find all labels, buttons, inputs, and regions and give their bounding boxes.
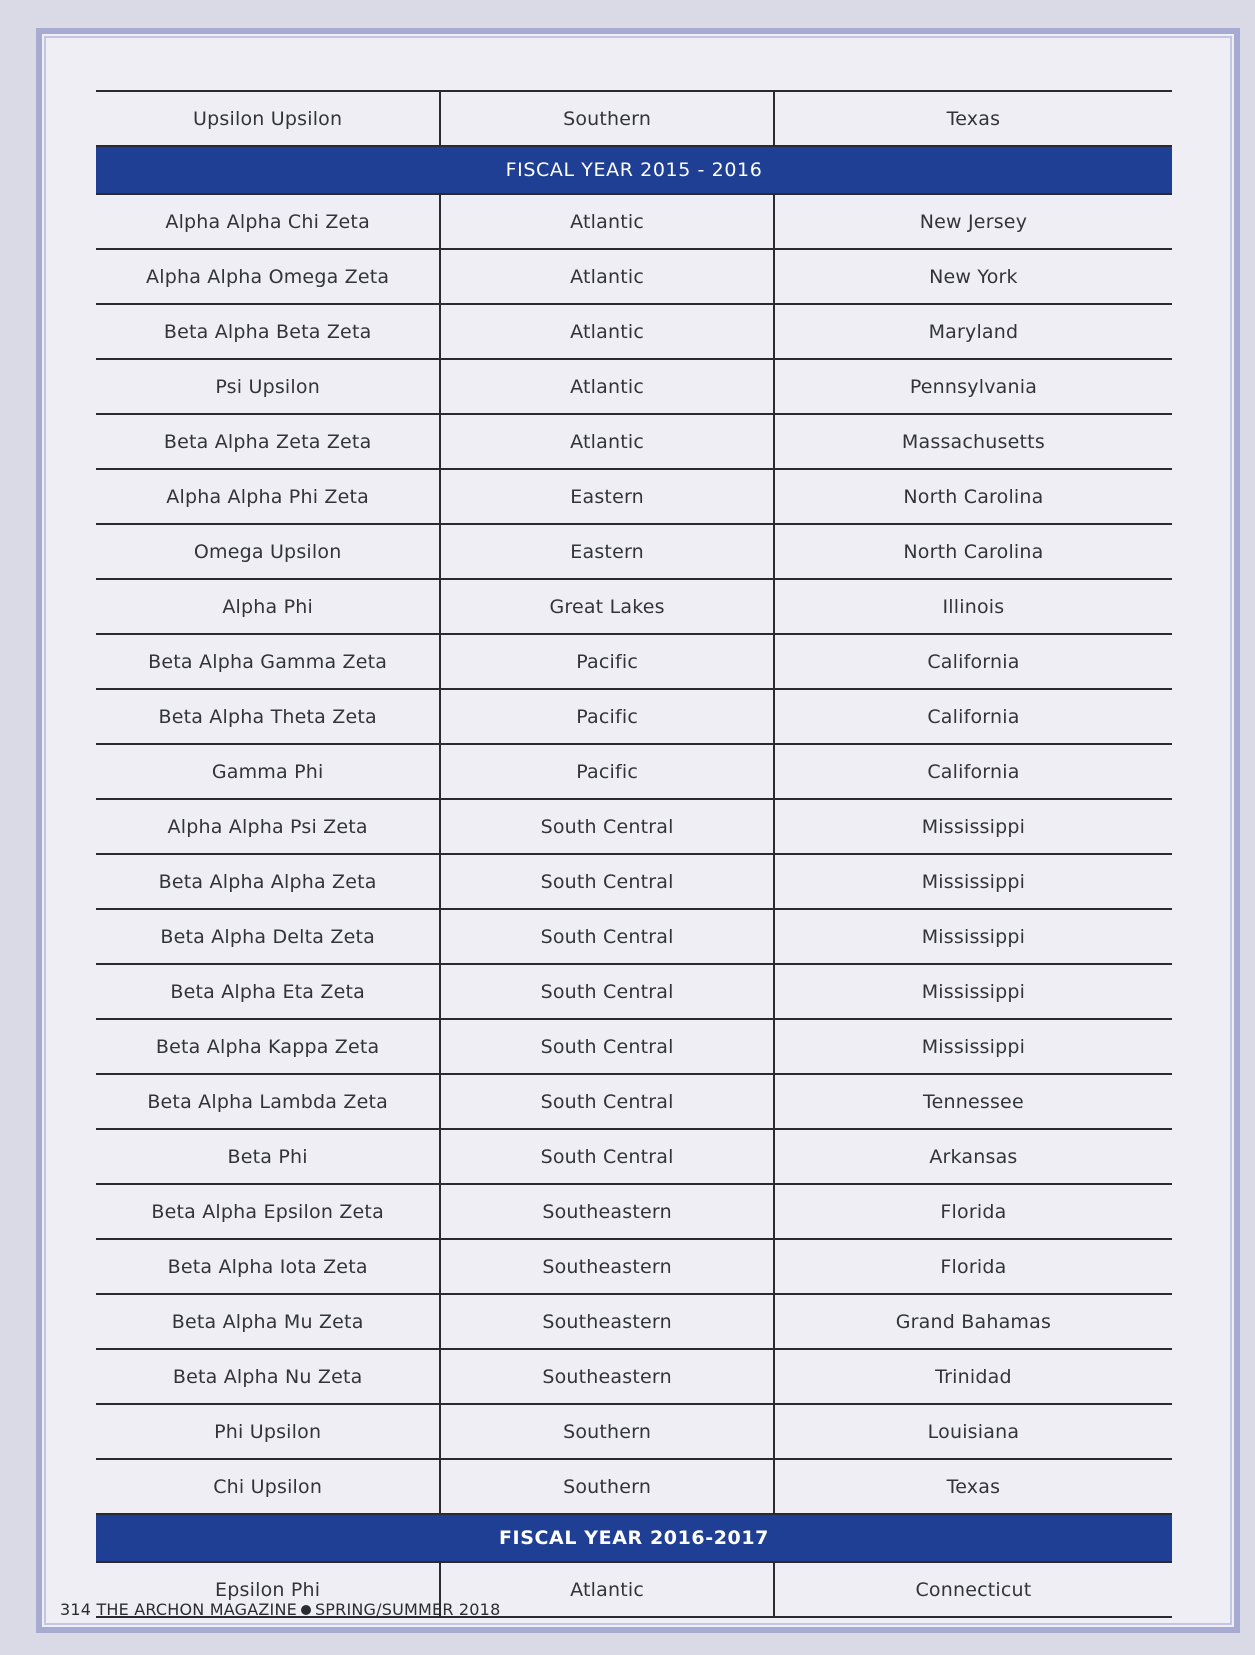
- table-row: [96, 964, 1172, 1019]
- chapter-name-cell: Chi Upsilon: [96, 1459, 440, 1514]
- chapter-name-cell: Beta Alpha Kappa Zeta: [96, 1019, 440, 1074]
- region-cell: South Central: [440, 964, 774, 1019]
- region-cell: Southeastern: [440, 1349, 774, 1404]
- state-cell: Connecticut: [774, 1562, 1172, 1617]
- state-cell: New York: [774, 249, 1172, 304]
- table-row: [96, 249, 1172, 304]
- magazine-title: THE ARCHON MAGAZINE: [96, 1600, 297, 1619]
- chapter-name-cell: Beta Alpha Theta Zeta: [96, 689, 440, 744]
- table-row: [96, 634, 1172, 689]
- chapter-name-cell: Beta Alpha Gamma Zeta: [96, 634, 440, 689]
- chapter-name-cell: Alpha Alpha Psi Zeta: [96, 799, 440, 854]
- table-row: [96, 1294, 1172, 1349]
- state-cell: Trinidad: [774, 1349, 1172, 1404]
- chapter-name-cell: Beta Alpha Nu Zeta: [96, 1349, 440, 1404]
- chapter-name-cell: Beta Alpha Zeta Zeta: [96, 414, 440, 469]
- region-cell: Southeastern: [440, 1184, 774, 1239]
- state-cell: New Jersey: [774, 194, 1172, 249]
- region-cell: Great Lakes: [440, 579, 774, 634]
- chapter-name-cell: Omega Upsilon: [96, 524, 440, 579]
- chapter-name-cell: Psi Upsilon: [96, 359, 440, 414]
- region-cell: Atlantic: [440, 249, 774, 304]
- chapter-name-cell: Alpha Alpha Phi Zeta: [96, 469, 440, 524]
- fiscal-year-header-2016: [96, 1514, 1172, 1562]
- region-cell: Eastern: [440, 469, 774, 524]
- state-cell: Texas: [774, 1459, 1172, 1514]
- state-cell: Mississippi: [774, 1019, 1172, 1074]
- state-cell: Mississippi: [774, 909, 1172, 964]
- page-number: 314: [60, 1600, 92, 1619]
- chapter-name-cell: Epsilon Phi: [96, 1562, 440, 1617]
- table-row: [96, 1019, 1172, 1074]
- region-cell: Southern: [440, 91, 774, 146]
- table-row: [96, 524, 1172, 579]
- table-row: [96, 689, 1172, 744]
- region-cell: South Central: [440, 799, 774, 854]
- state-cell: California: [774, 744, 1172, 799]
- table-row: [96, 1404, 1172, 1459]
- state-cell: Mississippi: [774, 799, 1172, 854]
- state-cell: North Carolina: [774, 524, 1172, 579]
- region-cell: Atlantic: [440, 304, 774, 359]
- table-row: [96, 1349, 1172, 1404]
- table-row: [96, 91, 1172, 146]
- chapter-name-cell: Beta Alpha Mu Zeta: [96, 1294, 440, 1349]
- table-row: [96, 1239, 1172, 1294]
- table-row: [96, 1074, 1172, 1129]
- table-row: [96, 1459, 1172, 1514]
- table-row: [96, 1129, 1172, 1184]
- chapter-name-cell: Beta Alpha Delta Zeta: [96, 909, 440, 964]
- chapter-name-cell: Alpha Alpha Omega Zeta: [96, 249, 440, 304]
- state-cell: Florida: [774, 1184, 1172, 1239]
- region-cell: South Central: [440, 909, 774, 964]
- fiscal-year-label: FISCAL YEAR 2015 - 2016: [96, 146, 1172, 194]
- region-cell: Southeastern: [440, 1294, 774, 1349]
- region-cell: South Central: [440, 1129, 774, 1184]
- table-row: [96, 414, 1172, 469]
- table-row: [96, 469, 1172, 524]
- state-cell: California: [774, 689, 1172, 744]
- chapter-name-cell: Gamma Phi: [96, 744, 440, 799]
- table-row: [96, 799, 1172, 854]
- region-cell: South Central: [440, 1074, 774, 1129]
- bullet-icon: [301, 1605, 311, 1615]
- state-cell: Mississippi: [774, 854, 1172, 909]
- chapter-name-cell: Upsilon Upsilon: [96, 91, 440, 146]
- table-row: [96, 744, 1172, 799]
- chapter-name-cell: Alpha Phi: [96, 579, 440, 634]
- region-cell: Atlantic: [440, 1562, 774, 1617]
- state-cell: Louisiana: [774, 1404, 1172, 1459]
- chapter-name-cell: Beta Phi: [96, 1129, 440, 1184]
- table-row: [96, 854, 1172, 909]
- state-cell: Grand Bahamas: [774, 1294, 1172, 1349]
- state-cell: Arkansas: [774, 1129, 1172, 1184]
- table-row: [96, 1184, 1172, 1239]
- table-row: [96, 359, 1172, 414]
- region-cell: Southern: [440, 1459, 774, 1514]
- region-cell: Pacific: [440, 689, 774, 744]
- state-cell: Massachusetts: [774, 414, 1172, 469]
- state-cell: Illinois: [774, 579, 1172, 634]
- state-cell: Tennessee: [774, 1074, 1172, 1129]
- chapter-name-cell: Beta Alpha Alpha Zeta: [96, 854, 440, 909]
- fiscal-year-label: FISCAL YEAR 2016-2017: [96, 1514, 1172, 1562]
- chapter-name-cell: Beta Alpha Eta Zeta: [96, 964, 440, 1019]
- chapters-table: [96, 90, 1172, 1618]
- region-cell: Atlantic: [440, 359, 774, 414]
- state-cell: Mississippi: [774, 964, 1172, 1019]
- chapter-name-cell: Beta Alpha Lambda Zeta: [96, 1074, 440, 1129]
- issue-label: SPRING/SUMMER 2018: [314, 1600, 501, 1619]
- region-cell: Southeastern: [440, 1239, 774, 1294]
- table-row: [96, 909, 1172, 964]
- fiscal-year-header-2015: [96, 146, 1172, 194]
- state-cell: California: [774, 634, 1172, 689]
- chapter-name-cell: Beta Alpha Beta Zeta: [96, 304, 440, 359]
- region-cell: Atlantic: [440, 414, 774, 469]
- page-footer: [60, 1600, 500, 1619]
- region-cell: South Central: [440, 1019, 774, 1074]
- region-cell: Eastern: [440, 524, 774, 579]
- chapter-name-cell: Phi Upsilon: [96, 1404, 440, 1459]
- table-row: [96, 579, 1172, 634]
- region-cell: South Central: [440, 854, 774, 909]
- region-cell: Atlantic: [440, 194, 774, 249]
- region-cell: Southern: [440, 1404, 774, 1459]
- chapter-name-cell: Beta Alpha Epsilon Zeta: [96, 1184, 440, 1239]
- region-cell: Pacific: [440, 744, 774, 799]
- chapters-table-body: [96, 91, 1172, 1617]
- table-row: [96, 194, 1172, 249]
- chapter-name-cell: Beta Alpha Iota Zeta: [96, 1239, 440, 1294]
- state-cell: North Carolina: [774, 469, 1172, 524]
- chapter-name-cell: Alpha Alpha Chi Zeta: [96, 194, 440, 249]
- table-row: [96, 304, 1172, 359]
- state-cell: Florida: [774, 1239, 1172, 1294]
- region-cell: Pacific: [440, 634, 774, 689]
- state-cell: Maryland: [774, 304, 1172, 359]
- state-cell: Pennsylvania: [774, 359, 1172, 414]
- state-cell: Texas: [774, 91, 1172, 146]
